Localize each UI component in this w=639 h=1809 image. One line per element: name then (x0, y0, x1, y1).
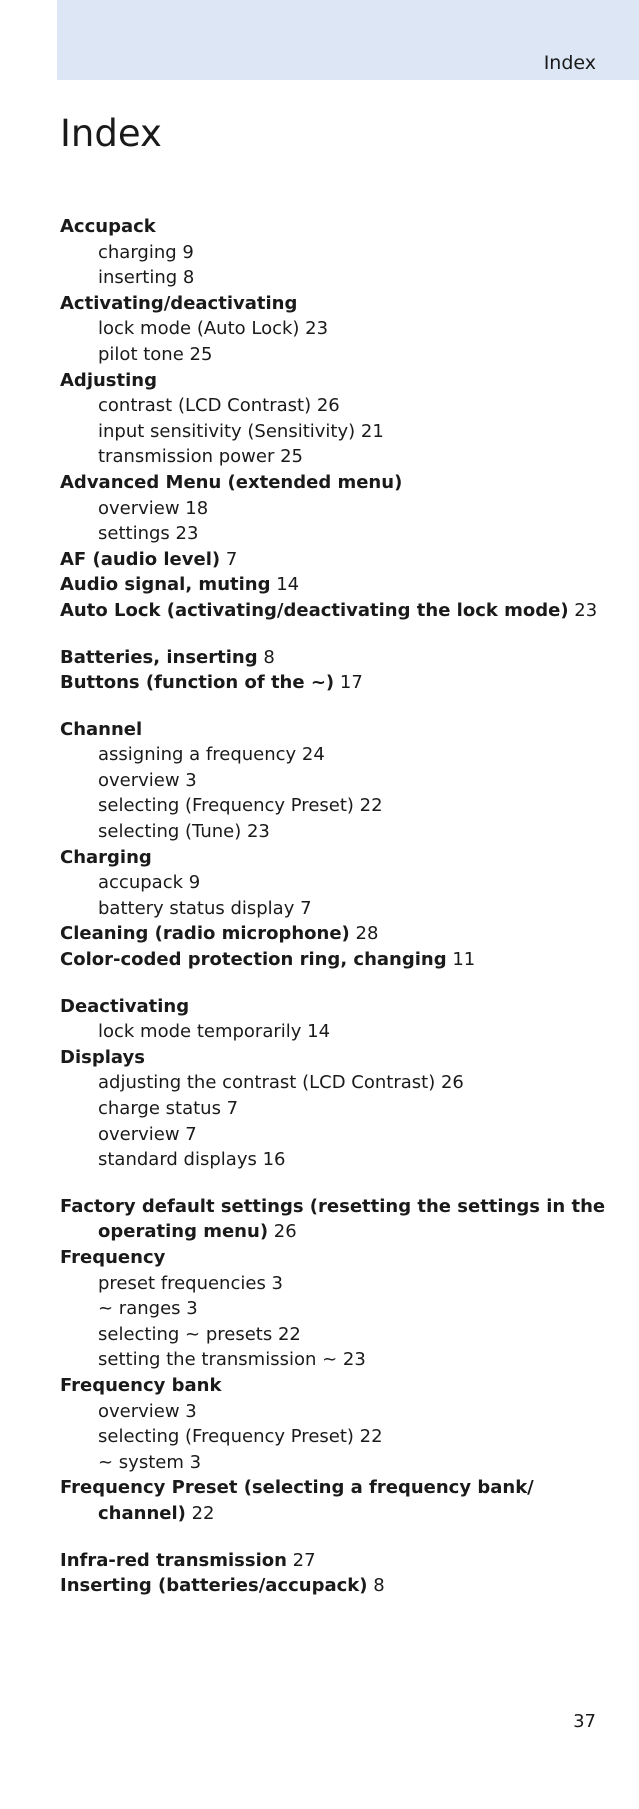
index-subentry: adjusting the contrast (LCD Contrast) 26 (98, 1072, 464, 1094)
running-header: Index (543, 52, 596, 74)
index-term: Color-coded protection ring, changing (60, 949, 447, 971)
index-entry (60, 845, 620, 871)
index-entry (60, 1573, 620, 1599)
index-entry (60, 1475, 620, 1526)
index-term: Cleaning (radio microphone) (60, 923, 350, 945)
index-subentry: standard displays 16 (98, 1149, 286, 1171)
index-subentry: lock mode temporarily 14 (98, 1021, 331, 1043)
page-number: 37 (573, 1711, 596, 1732)
index-subentry: setting the transmission ~ 23 (98, 1349, 366, 1371)
index-subentry: selecting (Tune) 23 (98, 821, 270, 843)
index-entry (60, 1194, 620, 1245)
index-subentry: lock mode (Auto Lock) 23 (98, 318, 329, 340)
index-subentry: inserting 8 (98, 267, 195, 289)
index-entry (60, 547, 620, 573)
index-term: Batteries, inserting (60, 646, 258, 668)
index-term: Factory default settings (resetting the settings in the operating menu) (60, 1195, 606, 1243)
index-page-ref: 17 (339, 672, 363, 694)
index-page-ref: 23 (574, 599, 598, 621)
index-letter-group (60, 1548, 620, 1599)
index-letter-group (60, 645, 620, 696)
index-entry (60, 1548, 620, 1574)
index-entry (60, 572, 620, 598)
index-subentry: settings 23 (98, 523, 199, 545)
index-subentry: contrast (LCD Contrast) 26 (98, 395, 340, 417)
index-page-ref: 26 (273, 1221, 297, 1243)
index-page-ref: 8 (263, 646, 275, 668)
index-term: AF (audio level) (60, 548, 221, 570)
index-subentry: selecting (Frequency Preset) 22 (98, 1426, 383, 1448)
index-term: Frequency (60, 1246, 166, 1268)
index-entry (60, 1373, 620, 1399)
index-subentry: assigning a frequency 24 (98, 744, 325, 766)
index-page-ref: 28 (355, 923, 379, 945)
index-subentry: accupack 9 (98, 872, 201, 894)
index-subentry: pilot tone 25 (98, 343, 213, 365)
index-term: Charging (60, 846, 152, 868)
index-subentry: selecting (Frequency Preset) 22 (98, 795, 383, 817)
index-term: Audio signal, muting (60, 574, 271, 596)
index-term: Frequency bank (60, 1374, 222, 1396)
index-entry (60, 994, 620, 1020)
index-entry (60, 598, 620, 624)
index-term: Advanced Menu (extended menu) (60, 471, 403, 493)
index-subentry: overview 3 (98, 1400, 197, 1422)
index-entry (60, 470, 620, 496)
index-page-ref: 27 (292, 1549, 316, 1571)
index-term: Auto Lock (activating/deactivating the lock mode) (60, 599, 569, 621)
index-subentry: input sensitivity (Sensitivity) 21 (98, 420, 384, 442)
index-subentry: preset frequencies 3 (98, 1272, 283, 1294)
index-subentry: overview 18 (98, 497, 209, 519)
index-subentry: ~ system 3 (98, 1451, 202, 1473)
index-page-ref: 7 (225, 548, 238, 570)
index-term: Inserting (batteries/accupack) (60, 1575, 368, 1597)
index-list (60, 214, 620, 1620)
index-subentry: selecting ~ presets 22 (98, 1323, 301, 1345)
index-term: Frequency Preset (selecting a frequency bank/ channel) (60, 1477, 534, 1524)
index-subentry: transmission power 25 (98, 446, 303, 468)
index-page-ref: 8 (373, 1575, 385, 1597)
index-letter-group (60, 214, 620, 624)
index-term: Accupack (60, 216, 156, 237)
index-subentry: battery status display 7 (98, 897, 312, 919)
index-entry (60, 947, 620, 973)
page-title: Index (60, 112, 162, 155)
index-page-ref: 11 (452, 949, 476, 971)
index-entry (60, 921, 620, 947)
index-page-ref: 14 (276, 574, 300, 596)
index-letter-group (60, 1194, 620, 1527)
index-subentry: overview 7 (98, 1123, 197, 1145)
index-page-ref: 22 (191, 1502, 215, 1524)
index-entry (60, 1245, 620, 1271)
index-term: Adjusting (60, 369, 157, 391)
index-term: Buttons (function of the ~) (60, 672, 335, 694)
index-subentry: charge status 7 (98, 1098, 239, 1119)
index-entry (60, 368, 620, 394)
index-entry (60, 645, 620, 671)
index-entry (60, 291, 620, 317)
index-entry (60, 717, 620, 743)
index-term: Deactivating (60, 995, 190, 1017)
index-subentry: overview 3 (98, 769, 197, 791)
index-letter-group (60, 717, 620, 973)
index-entry (60, 1045, 620, 1071)
index-term: Infra-red transmission (60, 1549, 287, 1571)
index-term: Channel (60, 718, 143, 740)
index-entry (60, 670, 620, 696)
index-entry (60, 214, 620, 240)
index-term: Displays (60, 1046, 145, 1068)
index-letter-group (60, 994, 620, 1173)
index-term: Activating/deactivating (60, 292, 298, 314)
index-subentry: charging 9 (98, 241, 194, 263)
index-subentry: ~ ranges 3 (98, 1298, 198, 1320)
